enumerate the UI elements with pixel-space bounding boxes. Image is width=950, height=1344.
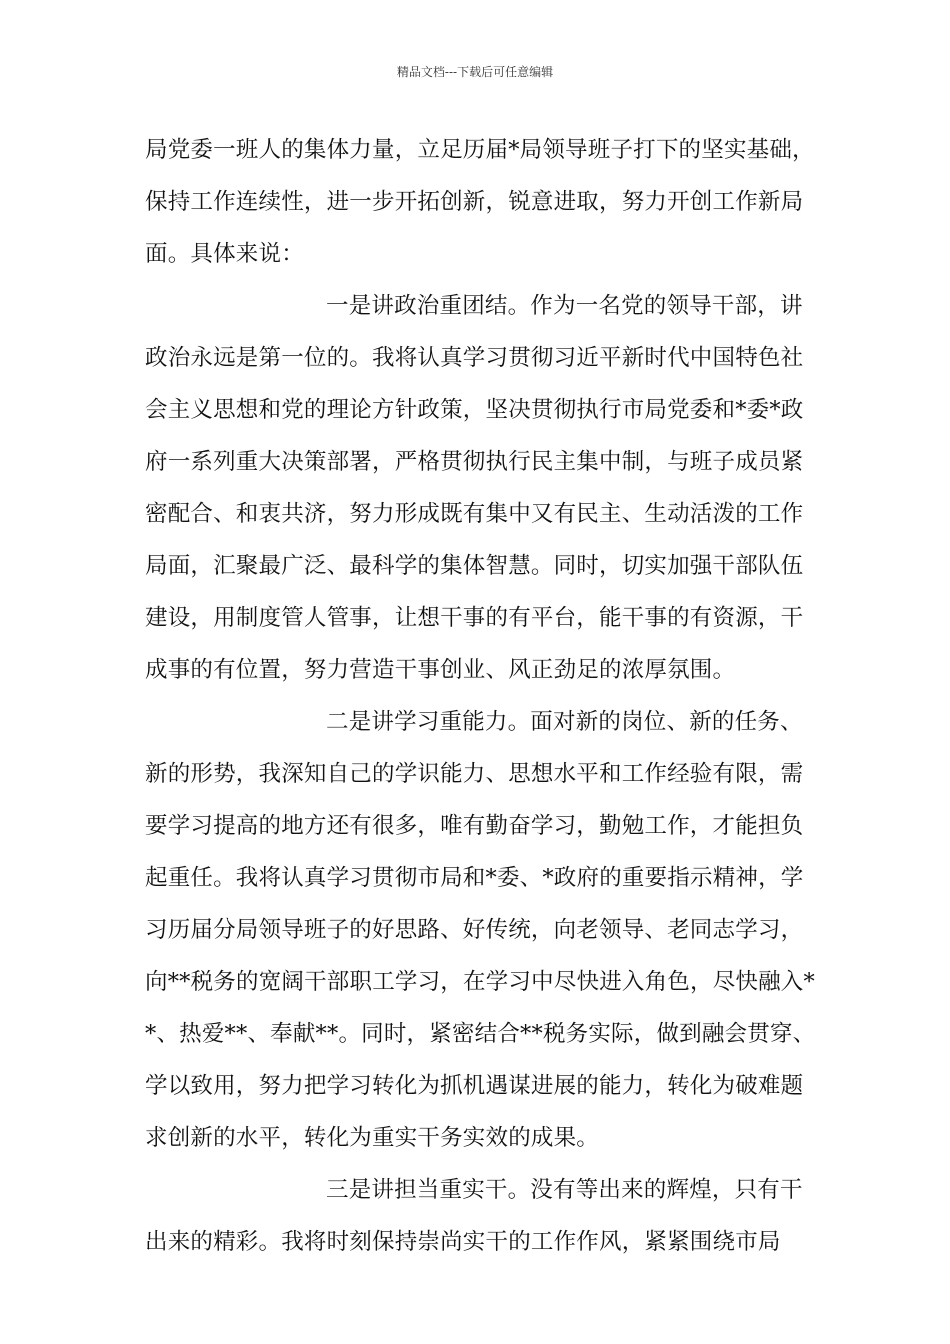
text-line: 成事的有位置，努力营造干事创业、风正劲足的浓厚氛围。 xyxy=(145,657,736,683)
text-line: 向**税务的宽阔干部职工学习，在学习中尽快进入角色，尽快融入* xyxy=(145,969,815,995)
text-line: 面。具体来说： xyxy=(145,241,304,267)
text-line: 局党委一班人的集体力量，立足历届*局领导班子打下的坚实基础， xyxy=(145,137,815,163)
text-line: 学以致用，努力把学习转化为抓机遇谋进展的能力，转化为破难题 xyxy=(145,1073,804,1099)
paragraph-start-line: 二是讲学习重能力。面对新的岗位、新的任务、 xyxy=(326,709,803,735)
text-line: 出来的精彩。我将时刻保持崇尚实干的工作作风，紧紧围绕市局 xyxy=(145,1229,781,1255)
paragraph-start-line: 三是讲担当重实干。没有等出来的辉煌，只有干 xyxy=(326,1177,803,1203)
text-line: 习历届分局领导班子的好思路、好传统，向老领导、老同志学习， xyxy=(145,917,804,943)
text-line: *、热爱**、奉献**。同时，紧密结合**税务实际，做到融会贯穿、 xyxy=(145,1021,816,1047)
text-line: 新的形势，我深知自己的学识能力、思想水平和工作经验有限，需 xyxy=(145,761,804,787)
text-line: 局面，汇聚最广泛、最科学的集体智慧。同时，切实加强干部队伍 xyxy=(145,553,804,579)
text-line: 会主义思想和党的理论方针政策，坚决贯彻执行市局党委和*委*政 xyxy=(145,397,804,423)
text-line: 保持工作连续性，进一步开拓创新，锐意进取，努力开创工作新局 xyxy=(145,189,804,215)
text-line: 求创新的水平，转化为重实干务实效的成果。 xyxy=(145,1125,600,1151)
text-line: 政治永远是第一位的。我将认真学习贯彻习近平新时代中国特色社 xyxy=(145,345,804,371)
text-line: 起重任。我将认真学习贯彻市局和*委、*政府的重要指示精神，学 xyxy=(145,865,804,891)
paragraph-start-line: 一是讲政治重团结。作为一名党的领导干部，讲 xyxy=(326,293,803,319)
document-body xyxy=(145,127,815,1271)
text-line: 建设，用制度管人管事，让想干事的有平台，能干事的有资源，干 xyxy=(145,605,804,631)
page-header: 精品文档---下载后可任意编辑 xyxy=(396,65,554,79)
text-line: 密配合、和衷共济，努力形成既有集中又有民主、生动活泼的工作 xyxy=(145,501,804,527)
text-line: 要学习提高的地方还有很多，唯有勤奋学习，勤勉工作，才能担负 xyxy=(145,813,804,839)
text-line: 府一系列重大决策部署，严格贯彻执行民主集中制，与班子成员紧 xyxy=(145,449,804,475)
